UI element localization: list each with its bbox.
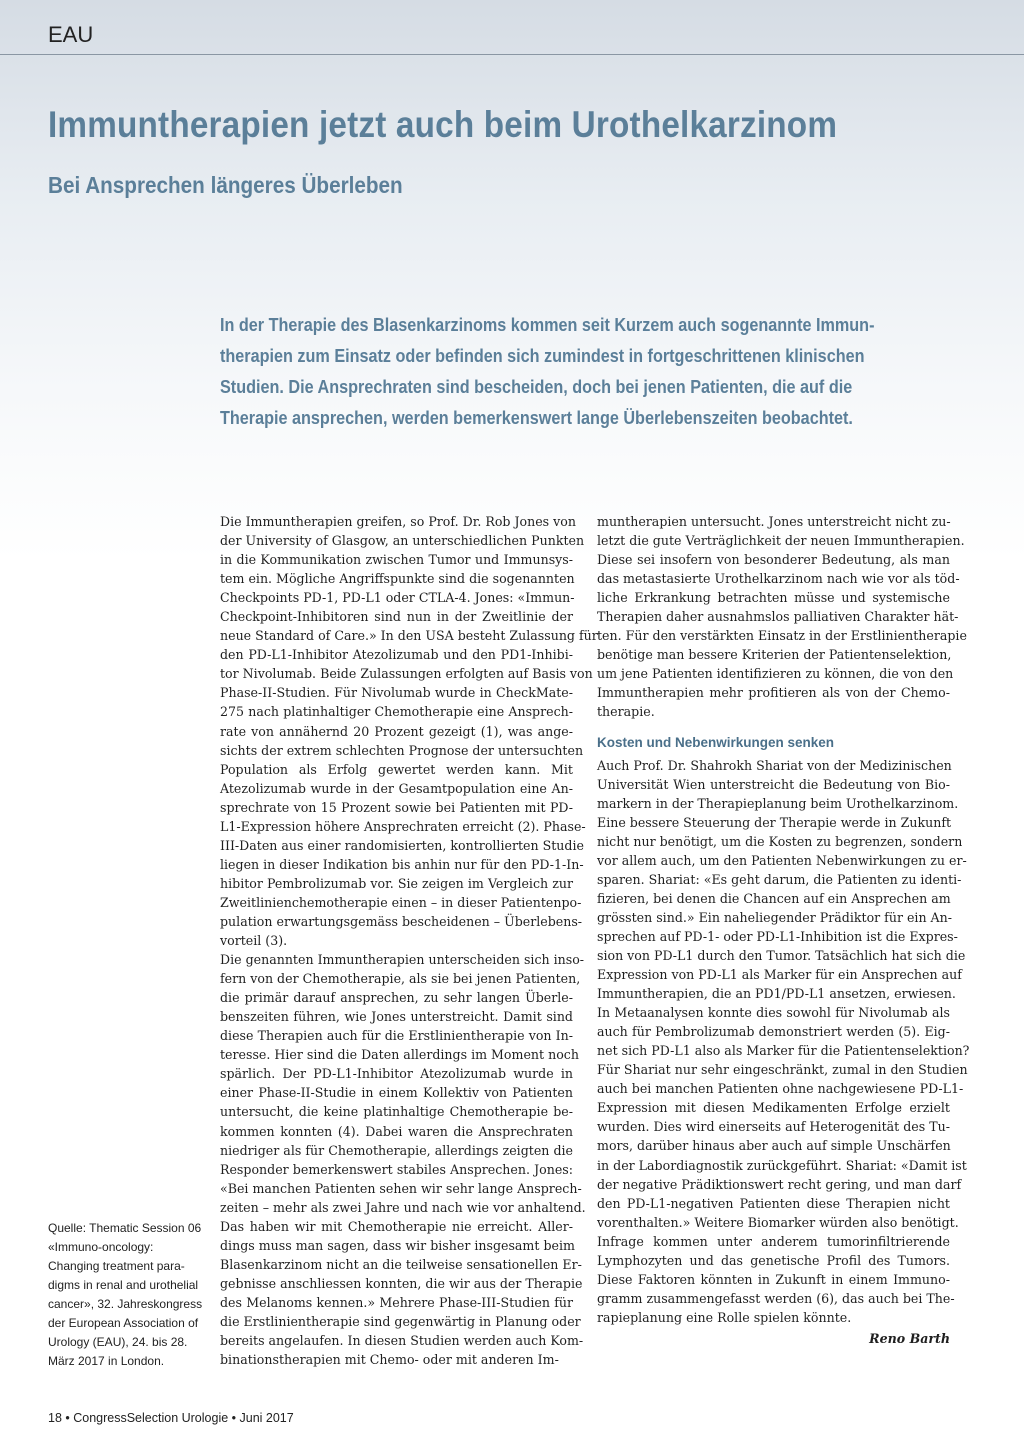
body-text-line: Die genannten Immuntherapien unterscheiden sich inso- bbox=[220, 952, 585, 968]
body-text-line: zeiten – mehr als zwei Jahre und nach wie vor anhaltend. bbox=[220, 1199, 586, 1215]
body-text-line: 275 nach platinhaltiger Chemotherapie eine Ansprech- bbox=[220, 704, 573, 720]
body-text-line: der University of Glasgow, an unterschiedlichen Punkten bbox=[220, 533, 585, 549]
body-text-line: Therapien daher ausnahmslos palliativen Charakter hät- bbox=[597, 609, 959, 625]
lead-line: Studien. Die Ansprechraten sind bescheiden, doch bei jenen Patienten, die auf die bbox=[220, 377, 853, 397]
source-line: Changing treatment para- bbox=[48, 1259, 185, 1273]
body-text-line: nicht nur benötigt, um die Kosten zu begrenzen, sondern bbox=[597, 833, 963, 849]
body-text-line: «Bei manchen Patienten sehen wir sehr lange Ansprech- bbox=[220, 1180, 582, 1196]
body-text-line: in der Labordiagnostik zurückgeführt. Shariat: «Damit ist bbox=[597, 1157, 967, 1173]
body-text-line: muntherapien untersucht. Jones unterstreicht nicht zu- bbox=[597, 514, 951, 529]
body-text-line: wurden. Dies wird einerseits auf Heterogenität des Tu- bbox=[597, 1119, 950, 1135]
body-text-line: neue Standard of Care.» In den USA besteht Zulassung für bbox=[220, 628, 598, 644]
body-paragraph-continued bbox=[597, 512, 967, 722]
body-text-line: rate von annähernd 20 Prozent gezeigt (1), was ange- bbox=[220, 723, 573, 739]
body-text-line: Diese sei insofern von besonderer Bedeutung, als man bbox=[597, 552, 950, 568]
body-text-line: mors, darüber hinaus aber auch auf simple Unschärfen bbox=[597, 1138, 951, 1154]
body-text-line: fizieren, bei denen die Chancen auf ein Ansprechen am bbox=[597, 890, 951, 906]
body-text-line: Universität Wien unterstreicht die Bedeutung von Bio- bbox=[597, 776, 950, 792]
body-text-line: das metastasierte Urothelkarzinom nach wie vor als töd- bbox=[597, 571, 960, 587]
body-text-line: benötige man bessere Kriterien der Patientenselektion, bbox=[597, 647, 952, 663]
body-text-line: gebnisse anschliessen konnten, die wir aus der Therapie bbox=[220, 1275, 583, 1291]
source-label: Quelle: bbox=[48, 1221, 87, 1235]
body-text-line: tem ein. Mögliche Angriffspunkte sind die sogenannten bbox=[220, 571, 575, 587]
source-line: März 2017 in London. bbox=[48, 1354, 165, 1368]
body-text-line: sichts der extrem schlechten Prognose der untersuchten bbox=[220, 742, 584, 758]
body-text-line: Immuntherapien mehr profitieren als von der Chemo- bbox=[597, 685, 950, 701]
body-text-line: Expression von PD-L1 als Marker für ein Ansprechen auf bbox=[597, 967, 962, 983]
body-text-line: Eine bessere Steuerung der Therapie werde in Zukunft bbox=[597, 814, 952, 830]
body-text-line: markern in der Therapieplanung beim Urothelkarzinom. bbox=[597, 795, 959, 811]
body-text-line: der negative Prädiktionswert recht gering, und man darf bbox=[597, 1176, 962, 1192]
body-text-line: Phase-II-Studien. Für Nivolumab wurde in CheckMate- bbox=[220, 685, 573, 701]
body-text-line: sion von PD-L1 durch den Tumor. Tatsächlich hat sich die bbox=[597, 947, 966, 963]
body-text-line: vorenthalten.» Weitere Biomarker würden also benötigt. bbox=[597, 1214, 959, 1230]
body-column-right bbox=[597, 512, 970, 1348]
section-heading: Kosten und Nebenwirkungen senken bbox=[597, 734, 835, 750]
body-text-line: benszeiten führen, wie Jones unterstreicht. Damit sind bbox=[220, 1009, 573, 1025]
body-text-line: Atezolizumab wurde in der Gesamtpopulation eine An- bbox=[220, 780, 573, 796]
body-text-line: Das haben wir mit Chemotherapie nie erreicht. Aller- bbox=[220, 1218, 573, 1234]
source-line-text: Thematic Session 06 bbox=[86, 1221, 202, 1235]
author-name: Reno Barth bbox=[869, 1330, 950, 1346]
body-text-line: gramm zusammengefasst werden (6), das auch bei The- bbox=[597, 1290, 955, 1306]
body-text-line: letzt die gute Verträglichkeit der neuen Immuntherapien. bbox=[597, 533, 965, 549]
body-text-line: therapie. bbox=[597, 704, 655, 720]
section-divider bbox=[0, 54, 1024, 55]
body-text-line: den PD-L1-negativen Patienten diese Therapien nicht bbox=[597, 1195, 950, 1211]
body-text-line: sprechrate von 15 Prozent sowie bei Patienten mit PD- bbox=[220, 799, 573, 815]
body-text-line: diese Therapien auch für die Erstlinientherapie von In- bbox=[220, 1028, 573, 1044]
source-line: Urology (EAU), 24. bis 28. bbox=[48, 1335, 188, 1349]
body-text-line: tor Nivolumab. Beide Zulassungen erfolgten auf Basis von bbox=[220, 666, 593, 682]
body-text-line: Für Shariat nur sehr eingeschränkt, zumal in den Studien bbox=[597, 1062, 968, 1078]
body-text-line: auch bei manchen Patienten ohne nachgewiesene PD-L1- bbox=[597, 1081, 964, 1097]
body-text-line: grössten sind.» Ein naheliegender Prädiktor für ein An- bbox=[597, 909, 953, 925]
body-text-line: Diese Faktoren könnten in Zukunft in einem Immuno- bbox=[597, 1271, 950, 1287]
body-text-line: bereits angelaufen. In diesen Studien werden auch Kom- bbox=[220, 1333, 584, 1349]
body-paragraph-biomarkers bbox=[597, 756, 970, 1327]
lead-line: therapien zum Einsatz oder befinden sich zumindest in fortgeschrittenen klinischen bbox=[220, 346, 865, 366]
body-text-line: Checkpoints PD-1, PD-L1 oder CTLA-4. Jones: «Immun- bbox=[220, 590, 575, 606]
body-text-line: untersucht, die keine platinhaltige Chemotherapie be- bbox=[220, 1104, 573, 1120]
body-text-line: Zweitlinienchemotherapie einen – in dieser Patientenpo- bbox=[220, 894, 582, 910]
body-text-line: In Metaanalysen konnte dies sowohl für Nivolumab als bbox=[597, 1005, 950, 1021]
body-text-line: pulation erwartungsgemäss bescheidenen – Überlebens- bbox=[220, 913, 583, 929]
body-text-line: niedriger als für Chemotherapie, allerdings zeigten die bbox=[220, 1142, 573, 1158]
body-text-line: Checkpoint-Inhibitoren sind nun in der Zweitlinie der bbox=[220, 609, 573, 625]
body-text-line: L1-Expression höhere Ansprechraten erreicht (2). Phase- bbox=[220, 818, 586, 834]
header-background bbox=[0, 0, 1024, 560]
body-text-line: um jene Patienten identifizieren zu können, die von den bbox=[597, 666, 954, 682]
source-note bbox=[48, 1219, 208, 1371]
page-footer: 18 • CongressSelection Urologie • Juni 2017 bbox=[48, 1411, 294, 1425]
body-text-line: Blasenkarzinom nicht an die teilweise sensationellen Er- bbox=[220, 1256, 582, 1272]
source-line: der European Association of bbox=[48, 1316, 199, 1330]
body-text-line: vor allem auch, um den Patienten Nebenwirkungen zu er- bbox=[597, 852, 967, 868]
body-text-line: Expression mit diesen Medikamenten Erfolge erzielt bbox=[597, 1100, 950, 1116]
body-text-line: die Erstlinientherapie sind gegenwärtig in Planung oder bbox=[220, 1313, 581, 1329]
lead-line: Therapie ansprechen, werden bemerkenswert lange Überlebenszeiten beobachtet. bbox=[220, 408, 853, 428]
body-text-line: net sich PD-L1 also als Marker für die Patientenselektion? bbox=[597, 1043, 970, 1059]
body-text-line: III-Daten aus einer randomisierten, kontrollierten Studie bbox=[220, 837, 584, 853]
body-text-line: in die Kommunikation zwischen Tumor und Immunsys- bbox=[220, 552, 573, 568]
body-text-line: des Melanoms kennen.» Mehrere Phase-III-Studien für bbox=[220, 1294, 573, 1310]
body-text-line: dings muss man sagen, dass wir bisher insgesamt beim bbox=[220, 1237, 575, 1253]
body-text-line: Population als Erfolg gewertet werden kann. Mit bbox=[220, 761, 573, 777]
body-text-line: Auch Prof. Dr. Shahrokh Shariat von der Medizinischen bbox=[597, 757, 952, 773]
body-text-line: kommen konnten (4). Dabei waren die Ansprechraten bbox=[220, 1123, 573, 1139]
article-title: Immuntherapien jetzt auch beim Urothelkarzinom bbox=[48, 104, 838, 145]
body-text-line: rapieplanung eine Rolle spielen könnte. bbox=[597, 1309, 852, 1325]
body-text-line: teresse. Hier sind die Daten allerdings im Moment noch bbox=[220, 1047, 579, 1063]
body-column-left bbox=[220, 512, 598, 1369]
body-text-line: fern von der Chemotherapie, als sie bei jenen Patienten, bbox=[220, 971, 581, 987]
body-text-line: binationstherapien mit Chemo- oder mit anderen Im- bbox=[220, 1352, 559, 1368]
body-text-line: hibitor Pembrolizumab vor. Sie zeigen im Vergleich zur bbox=[220, 875, 573, 891]
body-text-line: auch für Pembrolizumab demonstriert werden (5). Eig- bbox=[597, 1024, 950, 1040]
lead-line: In der Therapie des Blasenkarzinoms kommen seit Kurzem auch sogenannte Immun- bbox=[220, 315, 875, 335]
body-text-line: sparen. Shariat: «Es geht darum, die Patienten zu identi- bbox=[597, 871, 962, 887]
source-line: «Immuno-oncology: bbox=[48, 1240, 154, 1254]
body-text-line: Responder bemerkenswert stabiles Ansprechen. Jones: bbox=[220, 1161, 573, 1177]
body-text-line: den PD-L1-Inhibitor Atezolizumab und den PD1-Inhibi- bbox=[220, 647, 573, 663]
body-text-line: spärlich. Der PD-L1-Inhibitor Atezolizumab wurde in bbox=[220, 1066, 573, 1082]
body-text-line: die primär darauf ansprechen, zu sehr langen Überle- bbox=[220, 990, 573, 1006]
body-text-line: sprechen auf PD-1- oder PD-L1-Inhibition ist die Expres- bbox=[597, 928, 958, 944]
body-text-line: ten. Für den verstärkten Einsatz in der Erstlinientherapie bbox=[597, 628, 967, 644]
body-text-line: Immuntherapien, die an PD1/PD-L1 ansetzen, erwiesen. bbox=[597, 986, 956, 1002]
body-text-line: liche Erkrankung betrachten müsse und systemische bbox=[597, 590, 950, 606]
article-subtitle: Bei Ansprechen längeres Überleben bbox=[48, 172, 403, 198]
section-label: EAU bbox=[48, 22, 94, 47]
source-line bbox=[48, 1219, 208, 1238]
body-text-line: Infrage kommen unter anderem tumorinfiltrierende bbox=[597, 1233, 950, 1249]
source-line: digms in renal and urothelial bbox=[48, 1278, 199, 1292]
source-line: cancer», 32. Jahreskongress bbox=[48, 1297, 203, 1311]
body-text-line: Lymphozyten und das genetische Profil des Tumors. bbox=[597, 1252, 950, 1268]
article-lead bbox=[220, 310, 931, 434]
body-text-line: vorteil (3). bbox=[220, 933, 288, 949]
body-text-line: einer Phase-II-Studie in einem Kollektiv von Patienten bbox=[220, 1085, 573, 1101]
body-text-line: liegen in dieser Indikation bis anhin nur für den PD-1-In- bbox=[220, 856, 584, 872]
body-text-line: Die Immuntherapien greifen, so Prof. Dr. Rob Jones von bbox=[220, 514, 576, 529]
